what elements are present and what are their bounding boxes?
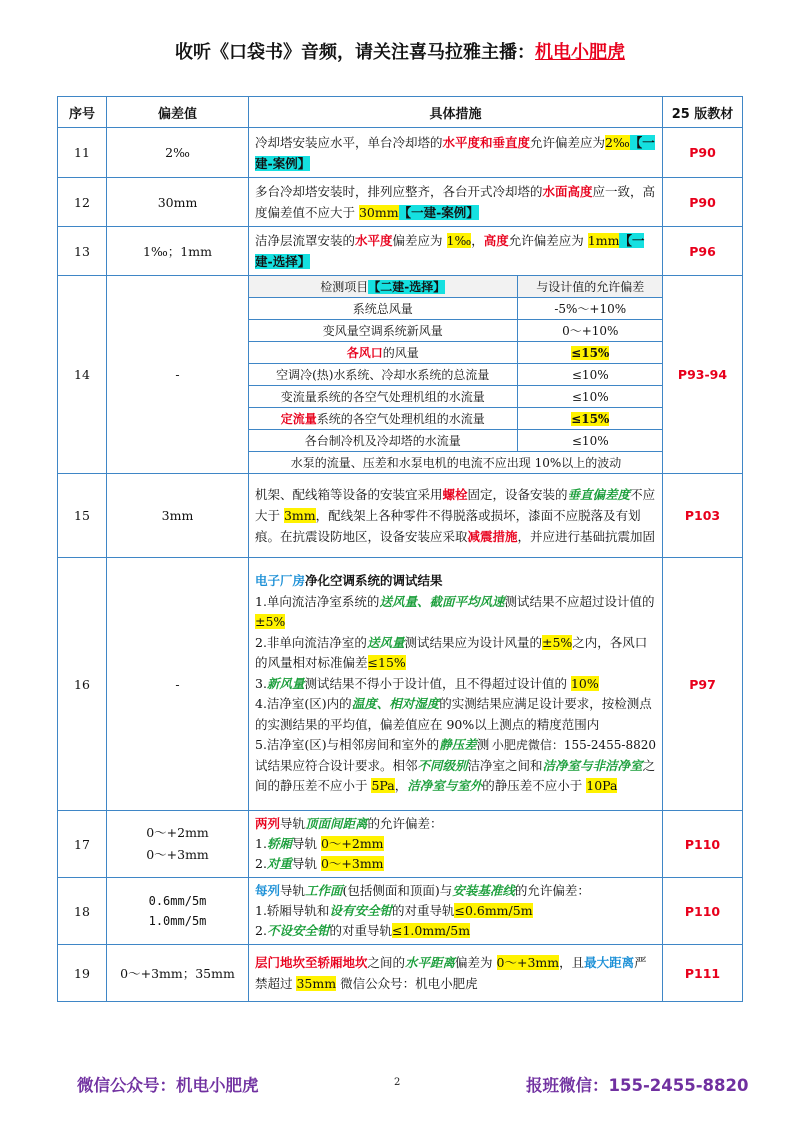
- deviation-value: [107, 878, 249, 945]
- inspection-item: 空调冷(热)水系统、冷却水系统的总流量: [249, 364, 517, 386]
- textbook-page: P110: [663, 811, 743, 878]
- text-plain: 1.轿厢导轨和: [255, 903, 330, 918]
- subtable-row: [249, 386, 663, 408]
- deviation-value: 3mm: [107, 474, 249, 558]
- measure-item: [255, 881, 656, 901]
- text-green: 不设安全钳: [266, 923, 330, 938]
- text-plain: 多台冷却塔安装时，排列应整齐，各台开式冷却塔的: [255, 184, 543, 199]
- deviation-value: 30mm: [107, 178, 249, 227]
- text-green: 温度、相对湿度: [351, 696, 440, 712]
- text-plain: 导轨: [280, 883, 306, 898]
- text-plain: 偏差为: [455, 955, 497, 970]
- measure-item: [255, 921, 656, 941]
- subtable-row: [249, 430, 663, 452]
- textbook-page: P110: [663, 878, 743, 945]
- subtable-row: [249, 364, 663, 386]
- text-highlight: ±5%: [541, 634, 573, 650]
- table-header-row: [58, 97, 743, 128]
- measure-text: [249, 128, 663, 178]
- text-plain: 4.洁净室(区)内的: [255, 696, 352, 712]
- text-green: 安装基准线: [452, 883, 515, 898]
- text-plain: 测试结果不应超过设计值的: [504, 593, 655, 609]
- text-green: 洁净室与室外: [407, 778, 483, 794]
- text-plain: 的实测结果应满足设计要求，按检测点的实测结果的平均值，偏差值应在 90%以上测点的精度范围内: [255, 696, 652, 732]
- footer-contact: 报班微信：155-2455-8820: [526, 1076, 749, 1095]
- row-number: 16: [58, 558, 107, 811]
- measure-item: [255, 592, 656, 633]
- text-plain: 洁净层流罩安装的: [255, 233, 356, 248]
- text-plain: 3.: [255, 675, 267, 691]
- measure-item: [255, 834, 656, 854]
- text-red: 水平度和垂直度: [442, 134, 531, 150]
- text-plain: 1.单向流洁净室系统的: [255, 593, 380, 609]
- text-plain: 的允许偏差：: [367, 816, 443, 831]
- exam-tag: 【二建-选择】: [368, 280, 446, 294]
- text-plain: ，: [471, 233, 484, 248]
- subtable-row: [249, 408, 663, 430]
- text-plain: 洁净室之间和: [467, 757, 543, 773]
- subtable-header-item: [249, 276, 517, 298]
- contact-wechat: 微信公众号：机电小肥虎: [336, 976, 478, 991]
- footer-wechat-account: 微信公众号：机电小肥虎: [77, 1076, 259, 1095]
- measure-text: [249, 178, 663, 227]
- table-row: [58, 558, 743, 811]
- measure-item: [255, 633, 656, 674]
- text-plain: 2.非单向流洁净室的: [255, 634, 367, 650]
- text-green: 送风量: [366, 634, 405, 650]
- text-highlight: ±5%: [255, 614, 286, 630]
- table-row: [58, 276, 743, 474]
- measure-text: [249, 558, 663, 811]
- text-highlight: 0～+3mm: [320, 856, 384, 871]
- text-plain: 应一致，高度偏差值不应大于: [255, 184, 656, 220]
- text-plain: 的允许偏差：: [514, 883, 590, 898]
- table-row: [58, 128, 743, 178]
- header-brand-link[interactable]: 机电小肥虎: [535, 42, 625, 63]
- col-header-textbook: 25 版教材: [663, 97, 743, 128]
- text-highlight: 10Pa: [586, 778, 618, 794]
- text-highlight: ≤0.6mm/5m: [454, 903, 533, 918]
- text-plain: 机架、配线箱等设备的安装宜采用: [255, 487, 443, 502]
- measure-title: [255, 571, 656, 592]
- text-plain: 固定，设备安装的: [467, 487, 568, 502]
- page-number: 2: [394, 1077, 401, 1088]
- deviation-value: [107, 811, 249, 878]
- text-green: 送风量、截面平均风速: [379, 593, 505, 609]
- text-highlight: 1‰: [446, 233, 472, 248]
- contact-wechat: 小肥虎微信：155-2455-8820: [491, 738, 656, 753]
- allowed-deviation: ≤10%: [517, 386, 663, 408]
- deviation-value: 2‰: [107, 128, 249, 178]
- text-plain: 偏差应为: [392, 233, 447, 248]
- text-red: 螺栓: [442, 487, 468, 502]
- text-plain: 之间的静压差不应小于: [255, 757, 656, 794]
- table-row: [58, 474, 743, 558]
- measure-item: [255, 901, 656, 921]
- text-highlight: 3mm: [283, 508, 316, 523]
- deviation-value: 0～+3mm；35mm: [107, 945, 249, 1002]
- exam-tag: 【一建-案例】: [255, 134, 655, 171]
- measure-subtable-cell: [249, 276, 663, 474]
- text-plain: 2.: [255, 856, 267, 871]
- row-number: 18: [58, 878, 107, 945]
- text-red: 各风口: [346, 346, 383, 360]
- text-green: 水平距离: [405, 955, 456, 970]
- text-plain: 不应大于: [255, 487, 656, 523]
- text-plain: 导轨: [291, 856, 321, 871]
- allowed-deviation: [517, 408, 663, 430]
- text-plain: 导轨: [280, 816, 306, 831]
- text-plain: 之内，各风口的风量相对标准偏差: [255, 634, 648, 671]
- subtable-row: [249, 298, 663, 320]
- inspection-item: [249, 408, 517, 430]
- text-highlight: 5Pa: [371, 778, 395, 794]
- row-number: 11: [58, 128, 107, 178]
- allowed-deviation: -5%～+10%: [517, 298, 663, 320]
- textbook-page: P111: [663, 945, 743, 1002]
- measure-text: [249, 227, 663, 276]
- text-highlight: 30mm: [358, 205, 399, 220]
- subtable-row: [249, 342, 663, 364]
- deviation-value: -: [107, 276, 249, 474]
- inspection-item: 系统总风量: [249, 298, 517, 320]
- text-plain: 5.洁净室(区)与相邻房间和室外的: [255, 737, 440, 753]
- textbook-page: P97: [663, 558, 743, 811]
- inspection-subtable: [249, 276, 663, 473]
- text-green: 静压差: [439, 737, 477, 753]
- text-blue: 电子厂房: [255, 573, 306, 589]
- allowed-deviation: ≤10%: [517, 430, 663, 452]
- deviation-line: 1.0mm/5m: [148, 914, 207, 928]
- text-plain: 导轨: [291, 836, 321, 851]
- text-plain: 检测项目: [320, 280, 369, 294]
- text-plain: 测试结果应符合设计要求。相邻: [255, 737, 490, 773]
- text-highlight: ≤15%: [571, 345, 610, 360]
- text-plain: 允许偏差应为: [508, 233, 588, 248]
- col-header-measures: 具体措施: [249, 97, 663, 128]
- text-highlight: ≤15%: [367, 655, 406, 671]
- text-plain: (包括侧面和顶面)与: [342, 883, 453, 898]
- inspection-item: 水泵的流量、压差和水泵电机的电流不应出现 10%以上的波动: [249, 452, 663, 474]
- table-row: [58, 878, 743, 945]
- text-plain: ，配线架上各种零件不得脱落或损坏，漆面不应脱落及有划痕。在抗震设防地区，设备安装应采取: [255, 508, 641, 544]
- inspection-item: [249, 342, 517, 364]
- col-header-no: 序号: [58, 97, 107, 128]
- text-highlight: ≤1.0mm/5m: [391, 923, 471, 938]
- deviation-line: 0～+2mm: [146, 825, 209, 840]
- inspection-item: 各台制冷机及冷却塔的水流量: [249, 430, 517, 452]
- text-red: 高度: [483, 233, 509, 248]
- table-row: [58, 811, 743, 878]
- text-highlight: 2‰: [605, 134, 630, 150]
- measure-item: [255, 854, 656, 874]
- textbook-page: P93-94: [663, 276, 743, 474]
- deviation-table: [57, 96, 743, 1002]
- deviation-value: -: [107, 558, 249, 811]
- measure-item: [255, 814, 656, 834]
- subtable-row: [249, 320, 663, 342]
- text-plain: 的对重导轨: [391, 903, 455, 918]
- measure-text: [249, 878, 663, 945]
- text-plain: 严禁超过: [255, 955, 647, 991]
- text-highlight: 0～+3mm: [496, 955, 560, 970]
- text-plain: 系统的各空气处理机组的水流量: [316, 412, 485, 426]
- allowed-deviation: [517, 342, 663, 364]
- row-number: 19: [58, 945, 107, 1002]
- header-prefix: 收听《口袋书》音频，请关注喜马拉雅主播：: [175, 42, 535, 63]
- inspection-item: 变风量空调系统新风量: [249, 320, 517, 342]
- text-highlight: 1mm: [587, 233, 620, 248]
- text-plain: 2.: [255, 923, 267, 938]
- text-green: 对重: [266, 856, 292, 871]
- text-plain: 允许偏差应为: [530, 134, 606, 150]
- text-red: 水面高度: [542, 184, 593, 199]
- page-header: [0, 38, 800, 64]
- text-green: 顶面间距离: [305, 816, 368, 831]
- subtable-row: [249, 452, 663, 474]
- text-blue: 每列: [255, 883, 281, 898]
- text-red: 定流量: [280, 412, 317, 426]
- text-red: 水平度: [355, 233, 393, 248]
- text-blue: 最大距离: [584, 955, 635, 970]
- text-plain: 的风量: [382, 346, 419, 360]
- text-green: 设有安全钳: [329, 903, 392, 918]
- exam-tag: 【一建-选择】: [255, 233, 645, 269]
- deviation-line: 0～+3mm: [146, 847, 209, 862]
- deviation-line: 0.6mm/5m: [148, 894, 207, 908]
- allowed-deviation: ≤10%: [517, 364, 663, 386]
- row-number: 14: [58, 276, 107, 474]
- text-green: 洁净室与非洁净室: [542, 757, 643, 773]
- text-plain: ，且: [559, 955, 585, 970]
- textbook-page: P90: [663, 128, 743, 178]
- row-number: 12: [58, 178, 107, 227]
- table-row: [58, 178, 743, 227]
- col-header-deviation: 偏差值: [107, 97, 249, 128]
- subtable-header-value: 与设计值的允许偏差: [517, 276, 663, 298]
- text-highlight: ≤15%: [571, 411, 610, 426]
- text-plain: ，并应进行基础抗震加固: [517, 529, 656, 544]
- text-green: 轿厢: [266, 836, 292, 851]
- text-plain: 测试结果应为设计风量的: [404, 634, 542, 650]
- textbook-page: P103: [663, 474, 743, 558]
- text-plain: 冷却塔安装应水平，单台冷却塔的: [255, 134, 443, 150]
- text-plain: ，: [394, 778, 408, 794]
- measure-text: [249, 474, 663, 558]
- text-green: 垂直偏差度: [567, 487, 631, 502]
- text-highlight: 0～+2mm: [320, 836, 384, 851]
- text-highlight: 10%: [570, 675, 599, 691]
- row-number: 15: [58, 474, 107, 558]
- inspection-item: 变流量系统的各空气处理机组的水流量: [249, 386, 517, 408]
- row-number: 13: [58, 227, 107, 276]
- measure-text: [249, 945, 663, 1002]
- text-green: 工作面: [305, 883, 343, 898]
- measure-item: [255, 674, 656, 695]
- deviation-value: 1‰；1mm: [107, 227, 249, 276]
- text-green: 新风量: [266, 675, 305, 691]
- measure-text: [249, 811, 663, 878]
- text-red: 层门地坎至轿厢地坎: [255, 955, 368, 970]
- table-row: [58, 945, 743, 1002]
- text-bold: 净化空调系统的调试结果: [305, 573, 443, 589]
- text-plain: 的静压差不应小于: [482, 778, 587, 794]
- text-red: 两列: [255, 816, 281, 831]
- textbook-page: P96: [663, 227, 743, 276]
- text-plain: 1.: [255, 836, 267, 851]
- text-plain: 的对重导轨: [329, 923, 392, 938]
- text-red: 减震措施: [467, 529, 518, 544]
- textbook-page: P90: [663, 178, 743, 227]
- subtable-header: [249, 276, 663, 298]
- text-green: 不同级别: [417, 757, 468, 773]
- exam-tag: 【一建-案例】: [398, 205, 479, 220]
- text-plain: 测试结果不得小于设计值，且不得超过设计值的: [304, 675, 571, 691]
- text-highlight: 35mm: [296, 976, 337, 991]
- row-number: 17: [58, 811, 107, 878]
- table-row: [58, 227, 743, 276]
- allowed-deviation: 0～+10%: [517, 320, 663, 342]
- text-plain: 之间的: [367, 955, 406, 970]
